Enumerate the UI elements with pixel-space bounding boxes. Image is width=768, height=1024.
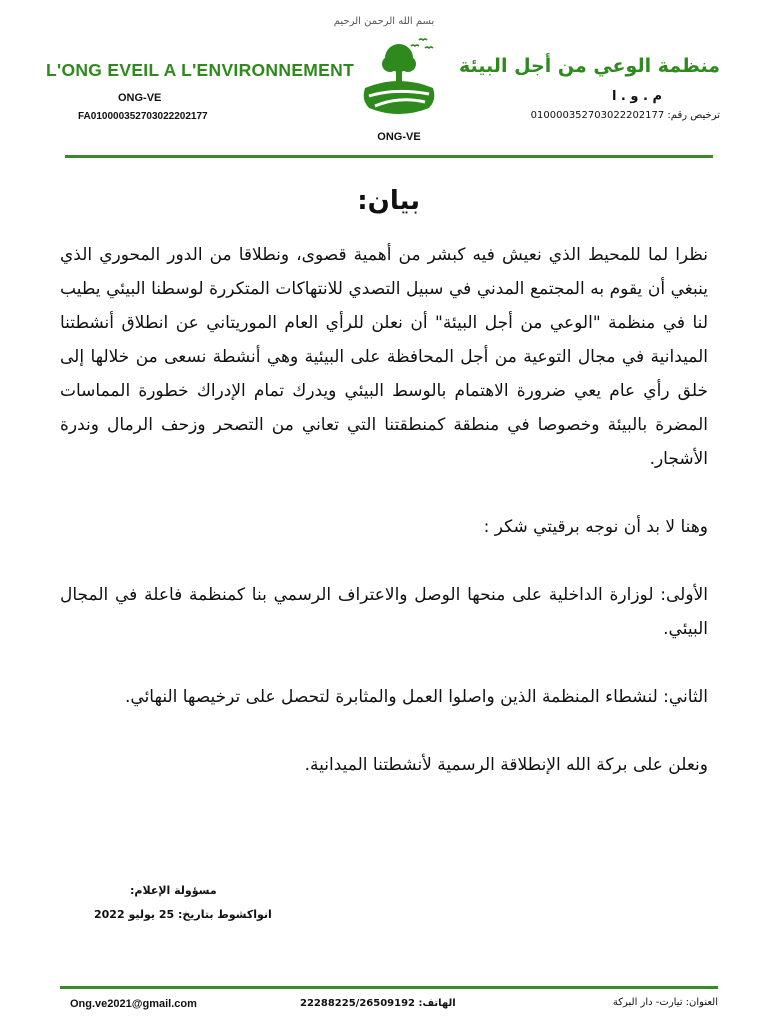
- bismillah: بسم الله الرحمن الرحيم: [333, 16, 435, 27]
- body-paragraph: الأولى: لوزارة الداخلية على منحها الوصل والاعتراف الرسمي بنا كمنظمة فاعلة في المجال البيئي.: [60, 585, 708, 639]
- document-body: [60, 238, 708, 782]
- header-divider: [65, 155, 713, 158]
- body-paragraph: وهنا لا بد أن نوجه برقيتي شكر :: [483, 517, 708, 537]
- footer-email: Ong.ve2021@gmail.com: [70, 998, 197, 1010]
- registration-number-right: ترخيص رقم: 010000352703022202177: [530, 110, 720, 121]
- org-name-french: L'ONG EVEIL A L'ENVIRONNEMENT: [46, 60, 355, 80]
- org-abbreviation-left: ONG-VE: [118, 92, 162, 104]
- footer-divider: [60, 986, 718, 989]
- body-paragraph: ونعلن على بركة الله الإنطلاقة الرسمية لأنشطتنا الميدانية.: [304, 755, 708, 775]
- footer-address: العنوان: تيارت- دار البركة: [612, 997, 718, 1008]
- footer-phone: الهاتف: 22288225/26509192: [300, 998, 456, 1009]
- body-paragraph: نظرا لما للمحيط الذي نعيش فيه كبشر من أهمية قصوى، ونطلاقا من الدور المحوري الذي ينبغي أن يقوم به المجتمع المدني في سبيل التصدي للانتهاكات المتكررة لوسطنا البيئي يطيب لنا في منظمة "الوعي من أجل البيئة" أن نعلن للرأي العام الموريتاني عن انطلاق أنشطتنا الميدانية في مجال التوعية من أجل المحافظة على البيئية وهي أنشطة نسعى من خلالها إلى خلق رأي عام يعي ضرورة الاهتمام بالوسط البيئي ويدرك تمام الإدراك خطورة المماسات المضرة بالبيئة وخصوصا في منطقة كمنطقتنا التي تعاني من التصحر وزحف الرمال وندرة الأشجار.: [60, 245, 708, 469]
- org-name-arabic: منظمة الوعي من أجل البيئة: [459, 55, 720, 77]
- org-logo-icon: [359, 36, 439, 118]
- registration-number-left: FA010000352703022202177: [78, 111, 208, 122]
- document-title: بيان:: [357, 186, 420, 216]
- place-and-date: انواكشوط بتاريخ: 25 يوليو 2022: [94, 908, 272, 921]
- body-paragraph: الثاني: لنشطاء المنظمة الذين واصلوا العمل والمثابرة لتحصل على ترخيصها النهائي.: [125, 687, 708, 707]
- signature-label: مسؤولة الإعلام:: [130, 884, 217, 897]
- logo-caption: ONG-VE: [377, 131, 421, 143]
- org-abbreviation-arabic: م . و . ا: [611, 89, 662, 104]
